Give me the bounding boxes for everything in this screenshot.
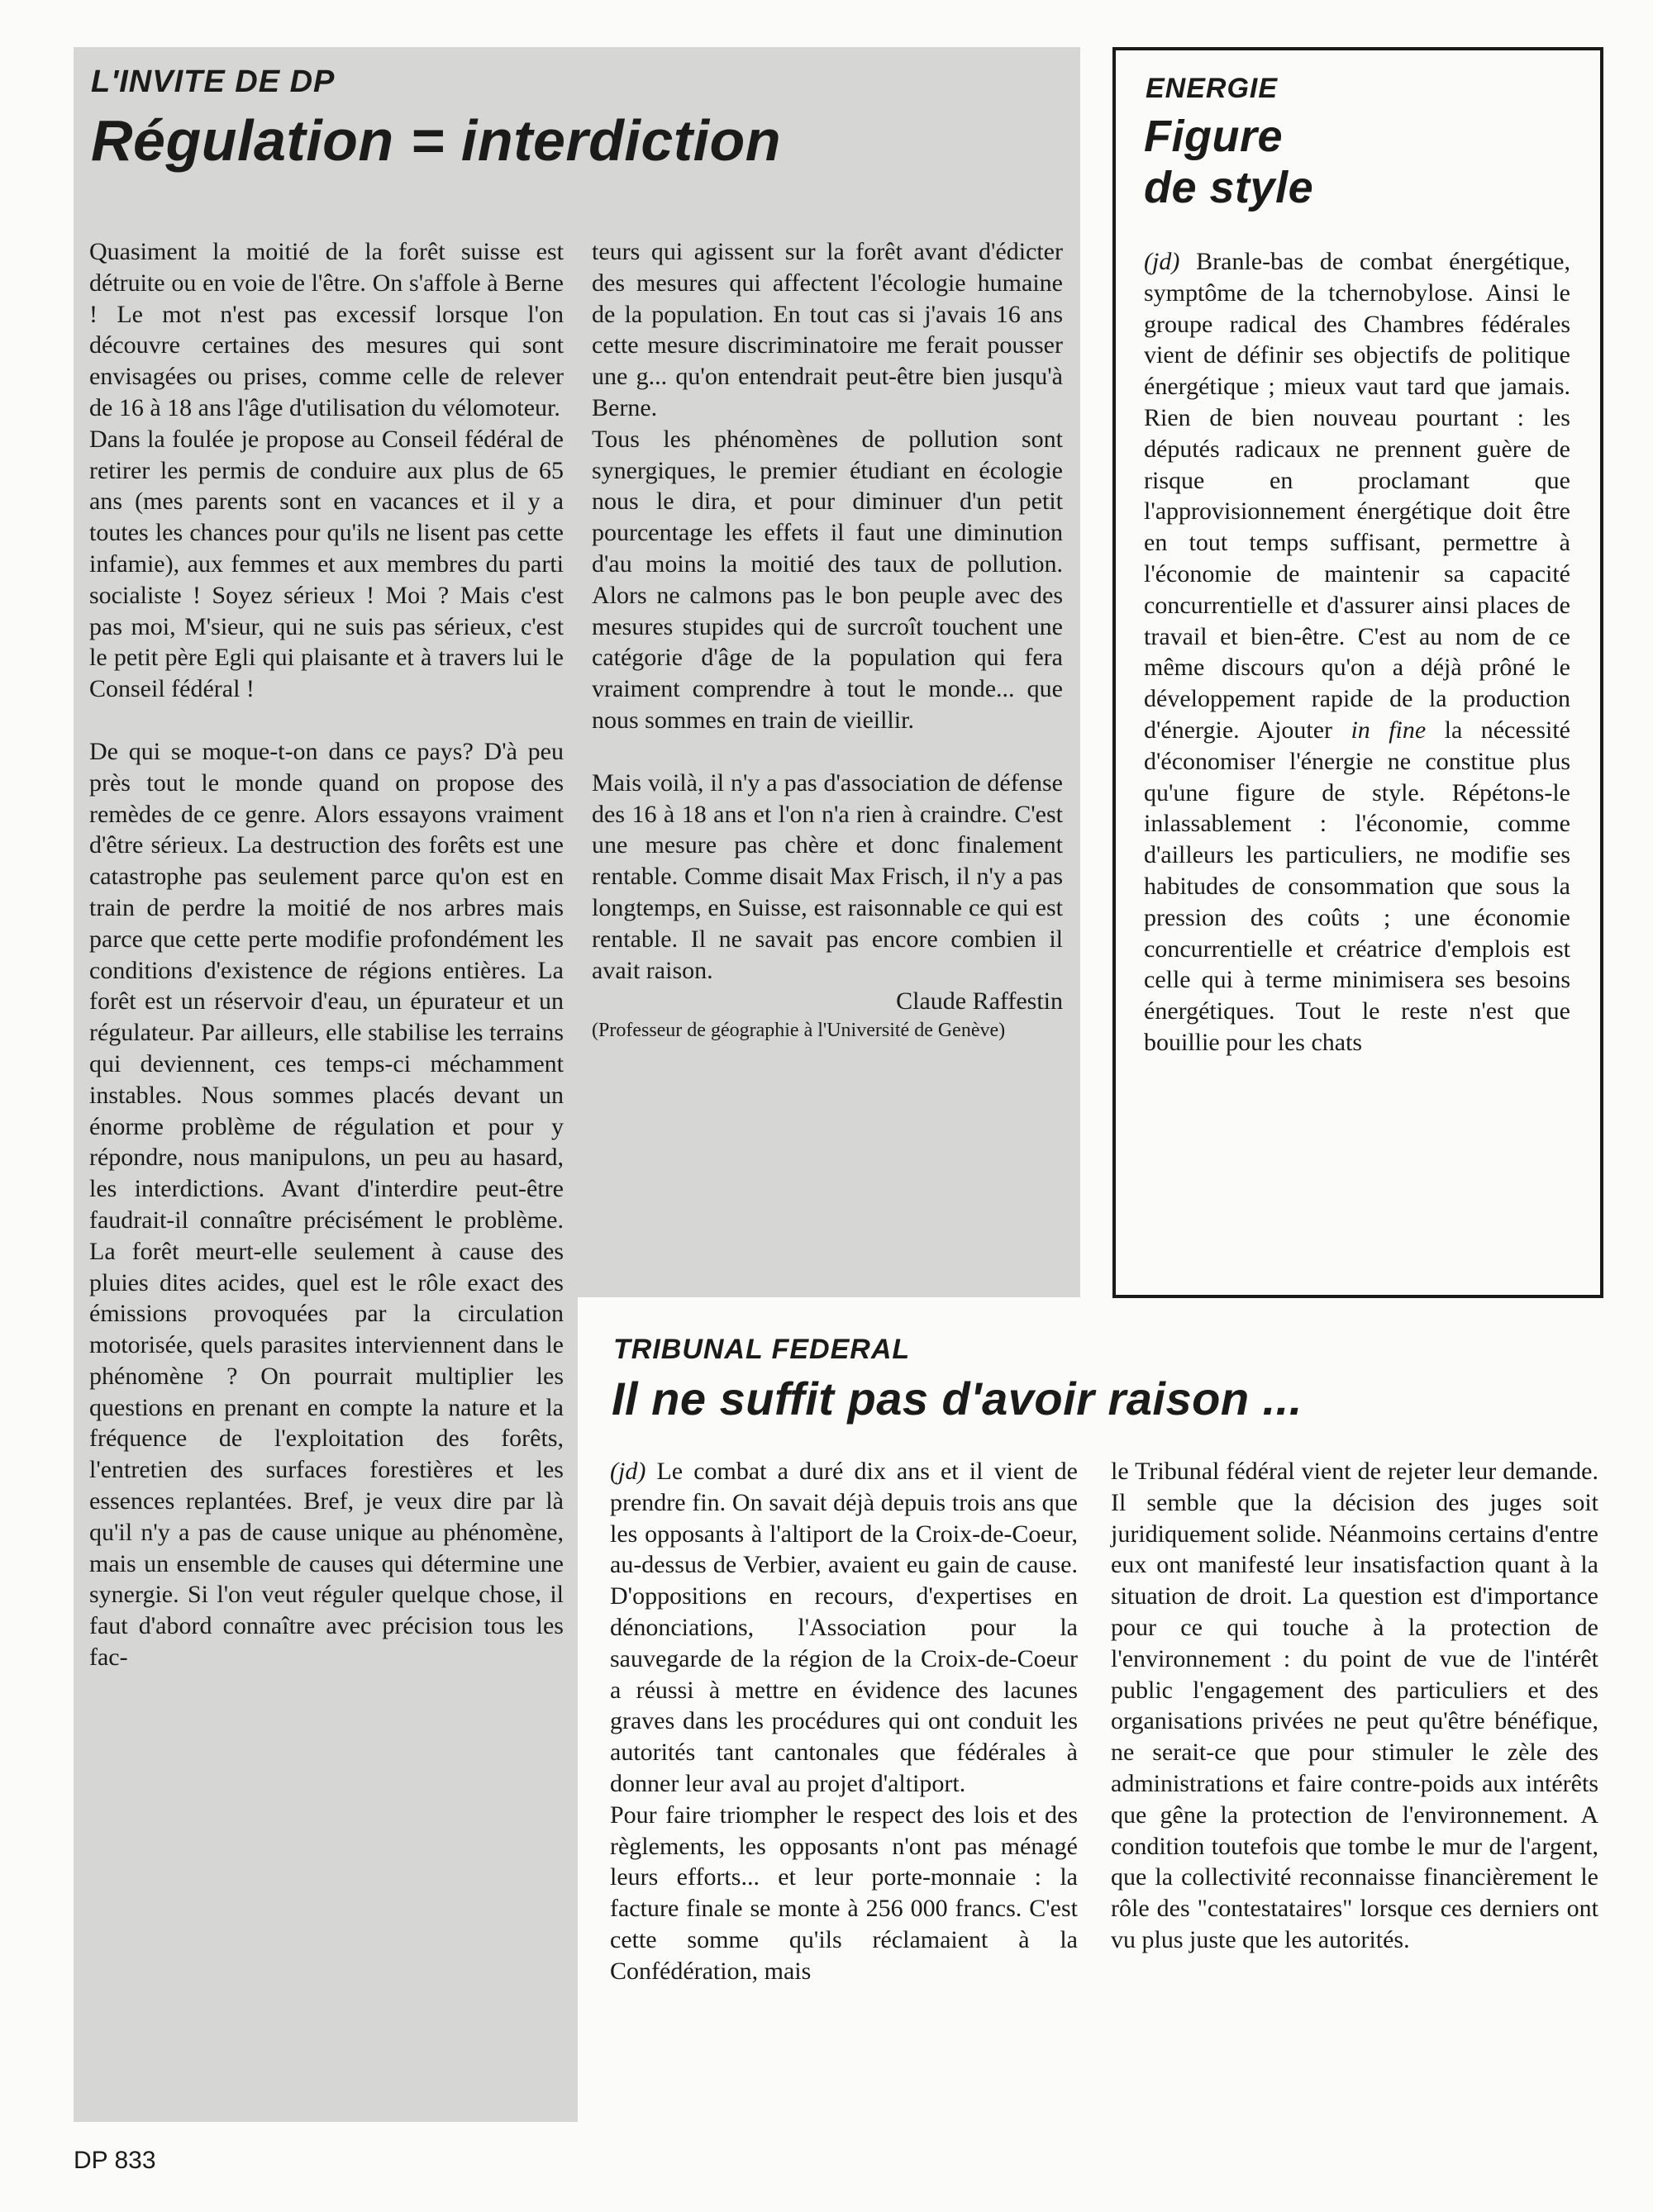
energie-body xyxy=(1144,246,1570,1279)
tribunal-column-1 xyxy=(610,1456,1078,2134)
tribunal-title: Il ne suffit pas d'avoir raison ... xyxy=(612,1372,1303,1425)
energie-initials: (jd) xyxy=(1144,248,1180,275)
tribunal-text-a: Le combat a duré dix ans et il vient de prendre fin. On savait déjà depuis trois ans que les opposants à l'altiport de la Croix-de-Coeur, au-dessus de Verbier, avaient eu gain de cause. D'oppositions en recours, d'expertises en dénonciations, l'Association pour la sauvegarde de la région de la Croix-de-Coeur a réussi à mettre en évidence des lacunes graves dans les procédures qui ont conduit les autorités tant cantonales que fédérales à donner leur aval au projet d'altiport. xyxy=(610,1458,1079,1797)
energie-kicker: ENERGIE xyxy=(1146,73,1279,104)
invite-paragraph: Mais voilà, il n'y a pas d'association de défense des 16 à 18 ans et l'on n'a rien à craindre. C'est une mesure pas chère et donc finalement rentable. Comme disait Max Frisch, il n'y a pas longtemps, en Suisse, est raisonnable ce qui est rentable. Il ne savait pas encore combien il avait raison. xyxy=(592,768,1063,984)
energie-emphasis: in fine xyxy=(1351,716,1427,744)
energie-paragraph xyxy=(1144,246,1570,1058)
invite-paragraph: teurs qui agissent sur la forêt avant d'édicter des mesures qui affectent l'écologie humaine de la population. En tout cas si j'avais 16 ans cette mesure discriminatoire me ferait pousser une g... qu'on entendrait peut-être bien jusqu'à Berne. xyxy=(592,238,1063,421)
tribunal-paragraph xyxy=(610,1456,1078,1800)
invite-affiliation: (Professeur de géographie à l'Université de Genève) xyxy=(592,1020,1006,1042)
tribunal-column-2 xyxy=(1111,1456,1598,2134)
invite-paragraph: Dans la foulée je propose au Conseil fédéral de retirer les permis de conduire aux plus de 65 ans (mes parents sont en vacances et il y a toutes les chances pour qu'ils ne lisent pas cette infamie), aux femmes et aux membres du parti socialiste ! Soyez sérieux ! Moi ? Mais c'est pas moi, M'sieur, qui ne suis pas sérieux, c'est le petit père Egli qui plaisante et à travers lui le Conseil fédéral ! xyxy=(89,425,564,703)
invite-paragraph: Quasiment la moitié de la forêt suisse est détruite ou en voie de l'être. On s'affole à Berne ! Le mot n'est pas excessif lorsque l'on découvre certaines des mesures qui sont envisagées ou prises, comme celle de relever de 16 à 18 ans l'âge d'utilisation du vélomoteur. xyxy=(89,238,564,421)
energie-title-line-2: de style xyxy=(1144,163,1314,212)
energie-title-line-1: Figure xyxy=(1144,112,1284,161)
tribunal-initials: (jd) xyxy=(610,1458,646,1485)
page-folio: DP 833 xyxy=(74,2147,156,2174)
tribunal-paragraph: Pour faire triompher le respect des lois et des règlements, les opposants n'ont pas ménagé leurs efforts... et leur porte-monnaie : la facture finale se monte à 256 000 francs. C'est cette somme qu'ils réclamaient à la Confédération, mais xyxy=(610,1801,1078,1985)
energie-text-a: Branle-bas de combat énergétique, symptôme de la tchernobylose. Ainsi le groupe radical des Chambres fédérales vient de définir ses objectifs de politique énergétique ; mieux vaut tard que jamais. Rien de bien nouveau pourtant : les députés radicaux ne prennent guère de risque en proclamant que l'approvisionnement énergétique doit être en tout temps suffisant, permettre à l'économie de maintenir sa capacité concurrentielle et d'assurer ainsi places de travail et bien-être. C'est au nom de ce même discours qu'on a déjà prôné le développement rapide de la production d'énergie. Ajouter xyxy=(1144,248,1570,744)
tribunal-paragraph: le Tribunal fédéral vient de rejeter leur demande. Il semble que la décision des juges soit juridiquement solide. Néanmoins certains d'entre eux ont manifesté leur insatisfaction quant à la situation de droit. La question est d'importance pour ce qui touche à la protection de l'environnement : du point de vue de l'intérêt public l'engagement des particuliers et des organisations privées ne peut qu'être bénéfique, ne serait-ce que pour stimuler le zèle des administrations et faire contre-poids aux intérêts que gêne la protection de l'environnement. A condition toutefois que tombe le mur de l'argent, que la collectivité reconnaisse financièrement le rôle des "contestataires" lorsque ces derniers ont vu plus juste que les autorités. xyxy=(1111,1458,1598,1953)
invite-author: Claude Raffestin xyxy=(896,987,1063,1016)
invite-column-2 xyxy=(592,236,1063,1294)
tribunal-kicker: TRIBUNAL FEDERAL xyxy=(613,1334,911,1365)
energie-title xyxy=(1144,111,1313,213)
invite-column-1 xyxy=(89,236,564,2112)
energie-text-b: la nécessité d'économiser l'énergie ne constitue plus qu'une figure de style. Répétons-le inlassablement : l'économie, comme d'ailleurs les particuliers, ne modifie ses habitudes de consommation que sous la pression des coûts ; une économie concurrentielle et créatrice d'emplois est celle qui à terme minimisera ses besoins énergétiques. Tout le reste n'est que bouillie pour les chats xyxy=(1144,716,1570,1056)
invite-kicker: L'INVITE DE DP xyxy=(91,64,336,99)
invite-title: Régulation = interdiction xyxy=(91,108,782,173)
invite-paragraph: Tous les phénomènes de pollution sont synergiques, le premier étudiant en écologie nous le dira, et pour diminuer d'un petit pourcentage les effets il faut une diminution d'au moins la moitié des taux de pollution. Alors ne calmons pas le bon peuple avec des mesures stupides qui de surcroît touchent une catégorie d'âge de la population qui fera vraiment comprendre à tout le monde... que nous sommes en train de vieillir. xyxy=(592,425,1063,734)
invite-paragraph: De qui se moque-t-on dans ce pays? D'à peu près tout le monde quand on propose des remèdes de ce genre. Alors essayons vraiment d'être sérieux. La destruction des forêts est une catastrophe pas seulement parce qu'on est en train de perdre la moitié de nos arbres mais parce que cette perte modifie profondément les conditions d'existence de régions entières. La forêt est un réservoir d'eau, un épurateur et un régulateur. Par ailleurs, elle stabilise les terrains qui deviennent, ces temps-ci méchamment instables. Nous sommes placés devant un énorme problème de régulation et pour y répondre, nous manipulons, un peu au hasard, les interdictions. Avant d'interdire peut-être faudrait-il connaître précisément le problème. La forêt meurt-elle seulement à cause des pluies dites acides, quel est le rôle exact des émissions provoquées par la circulation motorisée, quels parasites interviennent dans le phénomène ? On pourrait multiplier les questions en prenant en compte la nature et la fréquence de l'exploitation des forêts, l'entretien des surfaces forestières et les essences replantées. Bref, je veux dire par là qu'il n'y a pas de cause unique au phénomène, mais un ensemble de causes qui détermine une synergie. Si l'on veut réguler quelque chose, il faut d'abord connaître avec précision tous les fac- xyxy=(89,737,564,1672)
